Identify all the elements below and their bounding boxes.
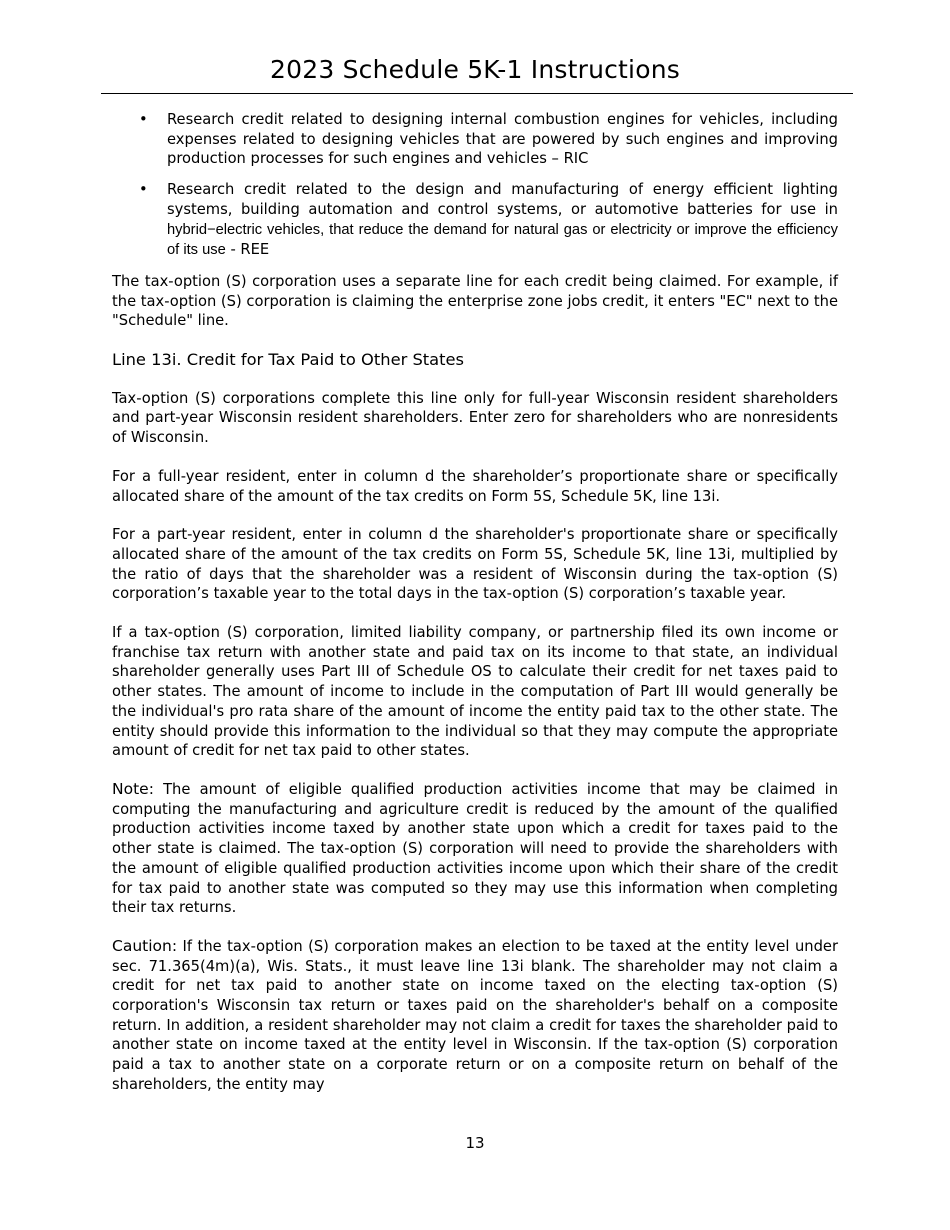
- note-label: Note:: [112, 779, 154, 798]
- caution-text: If the tax-option (S) corporation makes an election to be taxed at the entity level under sec. 71.365(4m)(a), Wis. Stats., it must leave line 13i blank. The shareholder may not claim a credit for net tax paid to another state on income taxed on the electing tax-option (S) corporation's Wisconsin tax return or taxes paid on the shareholder's behalf on a composite return. In addition, a resident shareholder may not claim a credit for taxes the shareholder paid to another state on income taxed at the entity level in Wisconsin. If the tax-option (S) corporation paid a tax to another state on a corporate return or on a composite return on behalf of the shareholders, the entity may: [112, 937, 838, 1093]
- list-item: [112, 180, 838, 261]
- list-item-text: Research credit related to the design and manufacturing of energy efficient lighting systems, building automation and control systems, or automotive batteries for use in: [167, 181, 838, 218]
- paragraph-full-year-resident: For a full-year resident, enter in column d the shareholder’s proportionate share or specifically allocated share of the amount of the tax credits on Form 5S, Schedule 5K, line 13i.: [112, 467, 838, 505]
- bullet-icon: •: [139, 111, 148, 128]
- page-number: 13: [465, 1134, 485, 1152]
- paragraph-part-year-resident: For a part-year resident, enter in column d the shareholder's proportionate share or specifically allocated share of the amount of the tax credits on Form 5S, Schedule 5K, line 13i, multiplied by the ratio of days that the shareholder was a resident of Wisconsin during the tax-option (S) corporation’s taxable year to the total days in the tax-option (S) corporation’s taxable year.: [112, 526, 838, 603]
- paragraph-eligibility: Tax-option (S) corporations complete this line only for full-year Wisconsin resident shareholders and part-year Wisconsin resident shareholders. Enter zero for shareholders who are nonresidents of Wisconsin.: [112, 389, 838, 447]
- caution-paragraph: [112, 937, 838, 1095]
- intro-paragraph: The tax-option (S) corporation uses a separate line for each credit being claimed. For example, if the tax-option (S) corporation is claiming the enterprise zone jobs credit, it enters "EC" next to the "Schedule" line.: [112, 272, 838, 330]
- note-paragraph: [112, 780, 838, 918]
- page-title: 2023 Schedule 5K-1 Instructions: [270, 55, 680, 84]
- bullet-icon: •: [139, 181, 148, 199]
- credit-code-list: [112, 110, 838, 261]
- list-item-text: - REE: [225, 241, 270, 259]
- note-text: The amount of eligible qualified production activities income that may be claimed in computing the manufacturing and agriculture credit is reduced by the amount of the qualified production activities income taxed by another state upon which a credit for taxes paid to the other state is claimed. The tax-option (S) corporation will need to provide the shareholders with the amount of eligible qualified production activities income upon which their share of the credit for tax paid to another state was computed so they may use this information when completing their tax returns.: [112, 780, 838, 917]
- list-item-text: hybrid−electric vehicles, that reduce the demand for natural gas or electricity or improve the efficiency of its use: [167, 221, 838, 259]
- caution-label: Caution:: [112, 936, 178, 955]
- list-item-text: Research credit related to designing internal combustion engines for vehicles, including expenses related to designing vehicles that are powered by such engines and improving production processes for such engines and vehicles – RIC: [167, 111, 838, 168]
- list-item: [112, 110, 838, 169]
- paragraph-other-state-return: If a tax-option (S) corporation, limited liability company, or partnership filed its own income or franchise tax return with another state and paid tax on its income to that state, an individual shareholder generally uses Part III of Schedule OS to calculate their credit for net taxes paid to other states. The amount of income to include in the computation of Part III would generally be the individual's pro rata share of the amount of income the entity paid tax to the other state. The entity should provide this information to the individual so that they may compute the appropriate amount of credit for net tax paid to other states.: [112, 624, 838, 760]
- header-divider: [101, 93, 853, 94]
- section-heading: Line 13i. Credit for Tax Paid to Other States: [112, 350, 465, 370]
- page-content: [112, 110, 838, 1114]
